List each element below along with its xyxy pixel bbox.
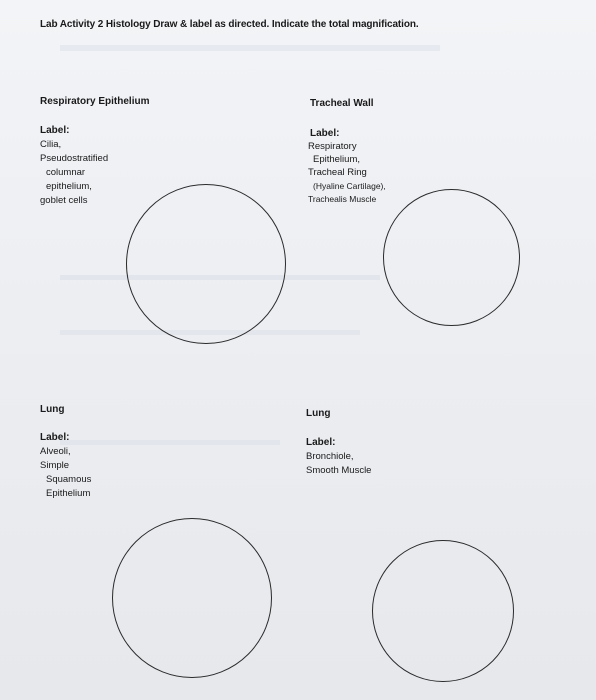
label-term: (Hyaline Cartilage), [313, 181, 386, 191]
drawing-circle-tracheal-wall[interactable] [383, 189, 520, 326]
label-term: Squamous [46, 474, 92, 485]
label-heading: Label: [306, 437, 336, 448]
label-heading: Label: [310, 128, 340, 139]
bleed-through-strip [60, 45, 440, 51]
label-heading: Label: [40, 432, 70, 443]
label-term: Trachealis Muscle [308, 194, 377, 204]
panel-title-tracheal-wall: Tracheal Wall [310, 98, 374, 109]
label-term: columnar [46, 167, 86, 178]
label-term: Epithelium [46, 488, 91, 499]
panel-title-lung-left: Lung [40, 404, 65, 415]
label-term: Tracheal Ring [308, 167, 367, 178]
bleed-through-strip [60, 440, 280, 445]
label-term: Respiratory [308, 141, 357, 152]
drawing-circle-lung-alveoli[interactable] [112, 518, 272, 678]
panel-title-respiratory-epithelium: Respiratory Epithelium [40, 96, 150, 107]
drawing-circle-respiratory-epithelium[interactable] [126, 184, 286, 344]
label-term: Epithelium, [313, 154, 360, 165]
label-term: Pseudostratified [40, 153, 109, 164]
label-term: Cilia, [40, 139, 62, 150]
label-term: Smooth Muscle [306, 465, 372, 476]
label-term: goblet cells [40, 195, 88, 206]
label-term: Bronchiole, [306, 451, 354, 462]
label-term: Simple [40, 460, 70, 471]
page-title: Lab Activity 2 Histology Draw & label as directed. Indicate the total magnification. [40, 19, 419, 30]
label-term: epithelium, [46, 181, 92, 192]
label-heading: Label: [40, 125, 70, 136]
panel-title-lung-right: Lung [306, 408, 331, 419]
drawing-circle-lung-bronchiole[interactable] [372, 540, 514, 682]
label-term: Alveoli, [40, 446, 71, 457]
